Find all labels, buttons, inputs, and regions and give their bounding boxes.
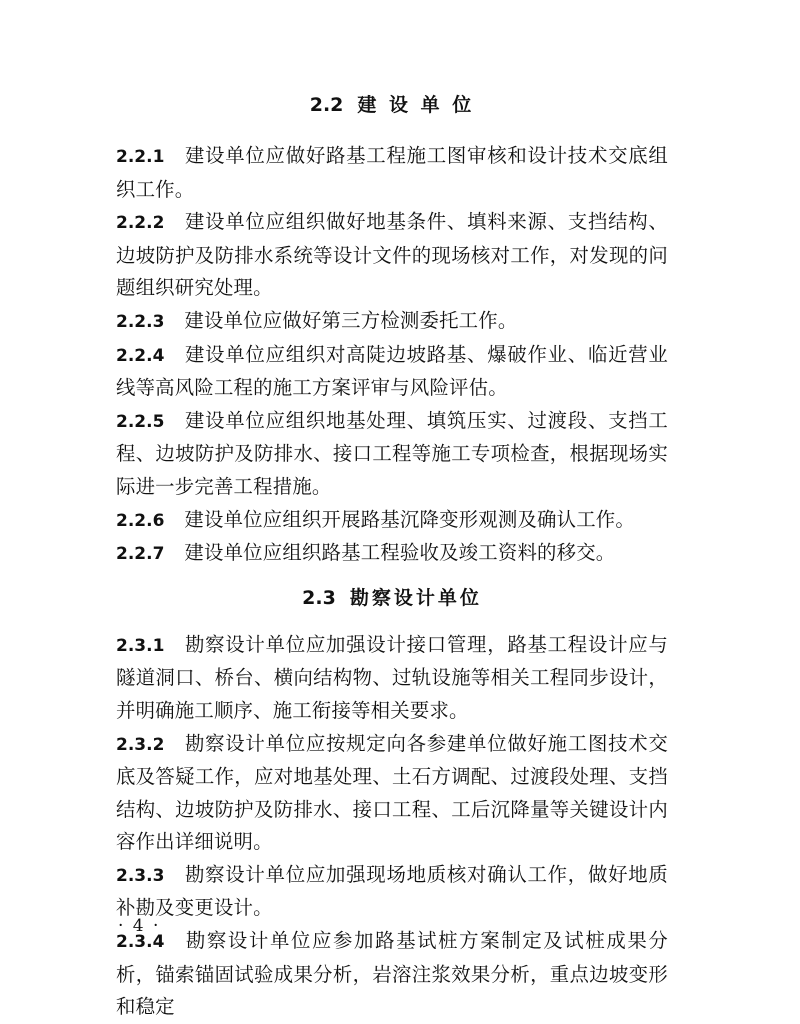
clause-text: 建设单位应组织做好地基条件、填料来源、支挡结构、边坡防护及防排水系统等设计文件的现场核对工作，对发现的问题组织研究处理。 [116,210,668,300]
clause-text: 建设单位应做好路基工程施工图审核和设计技术交底组织工作。 [116,144,668,201]
clause-text: 建设单位应组织开展路基沉降变形观测及确认工作。 [184,507,635,531]
clause-text: 勘察设计单位应加强设计接口管理，路基工程设计应与隧道洞口、桥台、横向结构物、过轨设施等相关工程同步设计，并明确施工顺序、施工衔接等相关要求。 [116,632,668,722]
clause-2-3-3 [116,859,668,925]
section-title: 建 设 单 位 [357,94,475,116]
clause-text: 勘察设计单位应按规定向各参建单位做好施工图技术交底及答疑工作，应对地基处理、土石方调配、过渡段处理、支挡结构、边坡防护及防排水、接口工程、工后沉降量等关键设计内容作出详细说明。 [116,731,668,854]
clause-text: 勘察设计单位应参加路基试桩方案制定及试桩成果分析，锚索锚固试验成果分析，岩溶注浆效果分析，重点边坡变形和稳定 [116,929,668,1019]
clause-2-2-2 [116,206,668,305]
document-page [116,88,668,1024]
page-number: · 4 · [118,916,161,936]
clause-2-3-4 [116,925,668,1024]
clause-text: 建设单位应组织对高陡边坡路基、爆破作业、临近营业线等高风险工程的施工方案评审与风险评估。 [116,342,668,400]
clause-number: 2.3.2 [116,734,165,755]
clause-number: 2.3.3 [116,865,165,886]
clause-number: 2.2.6 [116,510,165,531]
clause-2-3-1 [116,629,668,728]
clause-number: 2.2.7 [116,544,165,565]
clause-number: 2.2.5 [116,411,165,432]
clause-text: 建设单位应做好第三方检测委托工作。 [184,308,518,332]
clause-number: 2.2.4 [116,345,165,366]
clause-text: 勘察设计单位应加强现场地质核对确认工作，做好地质补勘及变更设计。 [116,862,668,920]
clause-number: 2.3.1 [116,635,165,656]
clause-2-2-4 [116,339,668,405]
section-title: 勘察设计单位 [349,586,482,609]
section-heading-2-2 [116,88,668,122]
section-number: 2.2 [309,94,344,116]
clause-2-2-7 [116,537,668,571]
clause-text: 建设单位应组织地基处理、填筑压实、过渡段、支挡工程、边坡防护及防排水、接口工程等施工专项检查，根据现场实际进一步完善工程措施。 [116,408,668,498]
clause-2-2-3 [116,305,668,339]
clause-2-2-5 [116,405,668,504]
section-number: 2.3 [302,586,336,609]
clause-2-2-1 [116,140,668,206]
clause-2-2-6 [116,504,668,538]
section-heading-2-3 [116,581,668,615]
clause-number: 2.3.4 [116,932,165,953]
clause-number: 2.2.2 [116,213,165,234]
clause-number: 2.2.3 [116,311,165,332]
clause-2-3-2 [116,728,668,859]
clause-number: 2.2.1 [116,147,165,167]
clause-text: 建设单位应组织路基工程验收及竣工资料的移交。 [184,541,616,565]
